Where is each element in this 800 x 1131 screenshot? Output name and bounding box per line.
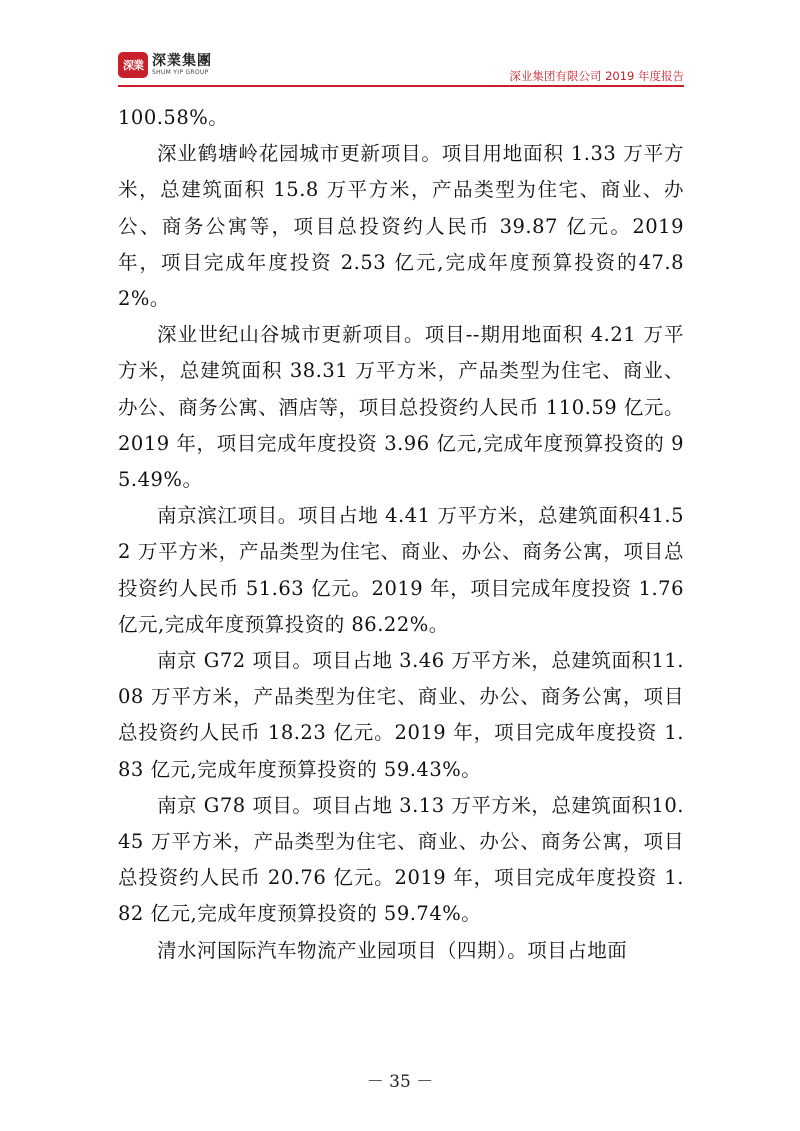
document-body xyxy=(118,100,684,969)
logo-chinese-name: 深業集團 xyxy=(152,53,212,69)
company-logo xyxy=(118,50,212,80)
paragraph-century-valley-project: 深业世纪山谷城市更新项目。项目--期用地面积 4.21 万平方米，总建筑面积 38.31 万平方米，产品类型为住宅、商业、办公、商务公寓、酒店等，项目总投资约人民币 110.59 亿元。2019 年，项目完成年度投资 3.96 亿元,完成年度预算投资的 95.49%。 xyxy=(118,323,684,492)
paragraph-qingshuihe-project: 清水河国际汽车物流产业园项目（四期）。项目占地面 xyxy=(157,938,628,962)
paragraph-hetangling-project: 深业鹤塘岭花园城市更新项目。项目用地面积 1.33 万平方米，总建筑面积 15.8 万平方米，产品类型为住宅、商业、办公、商务公寓等，项目总投资约人民币 39.87 亿元。2019 年，项目完成年度投资 2.53 亿元,完成年度预算投资的47.82%。 xyxy=(118,142,684,311)
header-divider xyxy=(118,85,684,87)
logo-text xyxy=(152,54,212,76)
paragraph-nanjing-binjiang-project: 南京滨江项目。项目占地 4.41 万平方米，总建筑面积41.52 万平方米，产品类型为住宅、商业、办公、商务公寓，项目总投资约人民币 51.63 亿元。2019 年，项目完成年度投资 1.76 亿元,完成年度预算投资的 86.22%。 xyxy=(118,504,684,636)
paragraph-nanjing-g78-project: 南京 G78 项目。项目占地 3.13 万平方米，总建筑面积10.45 万平方米，产品类型为住宅、商业、办公、商务公寓，项目总投资约人民币 20.76 亿元。2019 年，项目完成年度投资 1.82 亿元,完成年度预算投资的 59.74%。 xyxy=(118,793,684,926)
paragraph-continuation: 100.58%。 xyxy=(118,106,229,129)
page-number: － 35 － xyxy=(366,1072,434,1092)
paragraph-nanjing-g72-project: 南京 G72 项目。项目占地 3.46 万平方米，总建筑面积11.08 万平方米，产品类型为住宅、商业、办公、商务公寓，项目总投资约人民币 18.23 亿元。2019 年，项目完成年度投资 1.83 亿元,完成年度预算投资的 59.43%。 xyxy=(118,649,684,781)
report-title: 深业集团有限公司 2019 年度报告 xyxy=(509,69,684,83)
logo-english-name: SHUM YIP GROUP xyxy=(152,69,209,76)
logo-mark-icon: 深業 xyxy=(118,52,148,78)
page-header xyxy=(118,50,684,90)
